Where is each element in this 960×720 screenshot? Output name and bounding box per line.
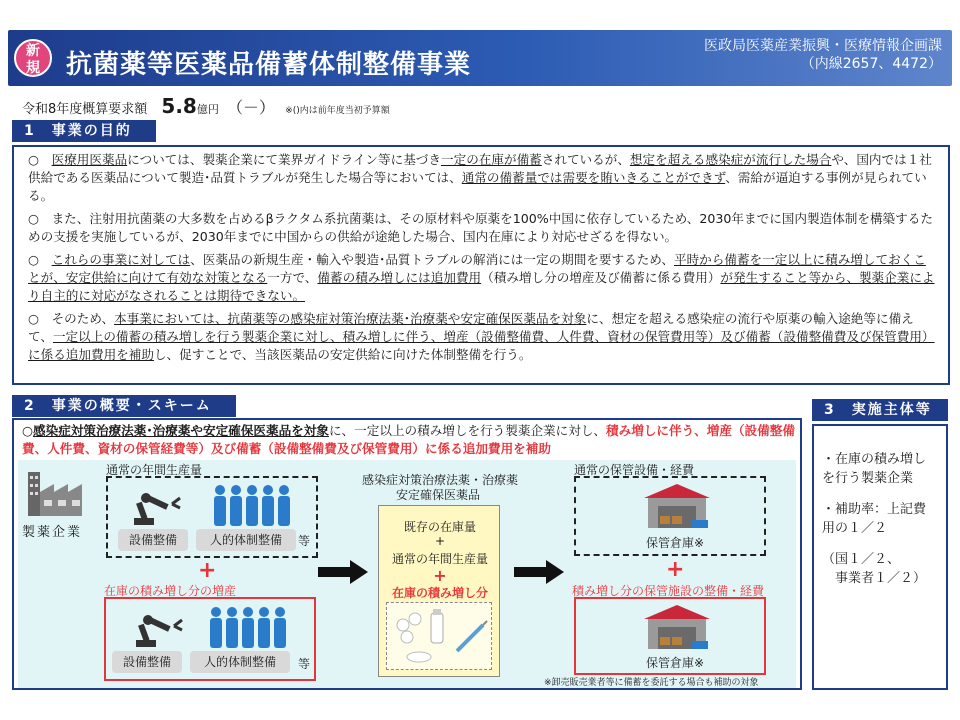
badge-char-2: 規 (26, 60, 40, 76)
text-span: 通常の備蓄量では需要を賄いきることができず (461, 170, 726, 185)
warehouse-icon (640, 603, 714, 651)
purpose-paragraph-1 (28, 151, 938, 205)
budget-line (22, 94, 390, 118)
bullet: ○ (28, 252, 52, 267)
people-group-icon (206, 604, 298, 650)
stock-plus-red: + (433, 566, 447, 585)
equipment-label: 設備整備 (118, 529, 188, 551)
budget-previous: （－） (227, 98, 276, 117)
extra-production-label: 在庫の積み増し分の増産 (104, 584, 237, 598)
page-title: 抗菌薬等医薬品備蓄体制整備事業 (66, 50, 472, 80)
etc-label: 等 (298, 657, 311, 671)
implementer-line-3: ・補助率：上記費 (822, 502, 927, 517)
text-span: に、一定以上の積み増しを行う製薬企業に対し、 (328, 423, 607, 438)
text-span: 、医薬品の新規生産・輸入や製造･品質トラブルの解消には一定の期間を要するため、 (190, 252, 674, 267)
text-span: 平時から備蓄を一定以上に積み増しておくことが、安定供給に向けて有効な対策となる (28, 252, 926, 285)
factory-icon (24, 466, 86, 518)
stock-plus: + (434, 534, 446, 548)
text-span: 想定を超える感染症が流行した場合 (629, 152, 832, 167)
spacer (822, 488, 940, 500)
text-span: 本事業においては、抗菌薬等の感染症対策治療法薬･治療薬や安定確保医薬品を対象 (114, 311, 587, 326)
text-span: 一定以上の備蓄の積み増しを行う製薬企業に対し、積み増しに伴う、増産（設備整備費、人件費、資材の保管費用等）及び備蓄（設備整備費及び保管費用）に係る追加費用を補助 (28, 329, 935, 362)
bullet: ○ (28, 152, 52, 167)
new-badge (14, 39, 52, 77)
arrow-right-icon (318, 560, 368, 584)
text-span: されているが、 (541, 152, 630, 167)
text-span: 一方で、 (267, 270, 318, 285)
bullet: ○ そのため、 (28, 311, 115, 326)
text-span: 一定の在庫が備蓄 (441, 152, 542, 167)
budget-note: ※()内は前年度当初予算額 (285, 106, 390, 116)
plus-sign: + (198, 558, 217, 583)
stock-existing: 既存の在庫量 (403, 520, 476, 534)
plus-sign: + (666, 557, 685, 582)
implementer-line-5: （国１／２、 (822, 552, 901, 567)
people-group-icon (210, 482, 302, 528)
budget-label: 令和8年度概算要求額 (22, 102, 148, 117)
spacer (822, 538, 940, 550)
normal-storage-label: 通常の保管設備・経費 (574, 463, 695, 477)
department-name: 医政局医薬産業振興・医療情報企画課 (704, 38, 942, 54)
bullet: ○ (22, 423, 33, 438)
medicine-vials-icon (387, 603, 491, 669)
warehouse-icon (640, 482, 714, 530)
text-span: が発生すること等から、製薬企業により自主的に対応がなされることは期待できない。 (28, 270, 935, 303)
text-span: 感染症対策治療法薬･治療薬や安定確保医薬品を対象 (33, 423, 329, 438)
warehouse-label: 保管倉庫※ (646, 656, 705, 670)
target-drugs-label-2: 安定確保医薬品 (395, 488, 480, 502)
section-scheme-label: 2 事業の概要・スキーム (12, 395, 236, 417)
text-span: 医療用医薬品 (51, 152, 128, 167)
robot-arm-icon (130, 606, 188, 648)
stock-normal: 通常の年間生産量 (391, 552, 488, 566)
robot-arm-icon (128, 484, 186, 526)
text-span: については、製薬企業にて業界ガイドライン等に基づき (127, 152, 441, 167)
department-extension: （内線2657、4472） (800, 56, 942, 72)
budget-unit: 億円 (196, 103, 219, 116)
implementer-line-1: ・在庫の積み増し (822, 452, 927, 467)
normal-production-label: 通常の年間生産量 (106, 463, 203, 477)
etc-label: 等 (298, 534, 311, 548)
extra-storage-label: 積み増し分の保管施設の整備・経費 (572, 584, 765, 598)
section-purpose-label: 1 事業の目的 (12, 120, 156, 142)
implementer-line-2: を行う製薬企業 (822, 471, 914, 486)
text-span: （積み増し分の増産及び備蓄に係る費用） (481, 270, 721, 285)
badge-char-1: 新 (26, 43, 40, 59)
arrow-right-icon (514, 560, 564, 584)
equipment-label: 設備整備 (112, 651, 182, 673)
text-span: し、促すことで、当該医薬品の安定供給に向けた体制整備を行う。 (153, 347, 532, 362)
section-implementer-label: 3 実施主体等 (812, 399, 948, 421)
text-span: 備蓄の積み増しには追加費用 (317, 270, 482, 285)
footnote: ※卸売販売業者等に備蓄を委託する場合も補助の対象 (544, 678, 759, 688)
stock-extra: 在庫の積み増し分 (391, 586, 488, 600)
purpose-paragraph-2: ○ また、注射用抗菌薬の大多数を占めるβラクタム系抗菌薬は、その原材料や原薬を100%中国に依存しているため、2030年までに国内製造体制を構築するための支援を実施しているが、2030年までに中国からの供給が途絶した場合、国内在庫により対応せざるを得ない。 (28, 211, 933, 244)
implementer-box (812, 424, 948, 690)
purpose-paragraph-3 (28, 251, 938, 305)
scheme-lead (22, 422, 797, 458)
department (704, 37, 942, 73)
text-span: に、想定を超える感染症の流行や原薬の輸入途絶等に備えて、 (28, 311, 914, 344)
purpose-box (12, 145, 950, 385)
personnel-label: 人的体制整備 (196, 529, 296, 551)
text-span: 、需給が逼迫する事例が見られている。 (28, 170, 927, 203)
warehouse-label: 保管倉庫※ (646, 536, 705, 550)
purpose-paragraph-4 (28, 310, 938, 364)
implementer-line-6: 事業者１／２） (822, 571, 927, 586)
medicine-illustration (386, 602, 492, 670)
target-drugs-label-1: 感染症対策治療法薬・治療薬 (362, 473, 519, 487)
implementer-line-4: 用の１／２ (822, 521, 888, 536)
text-span: これらの事業に対しては (51, 252, 191, 267)
budget-amount: 5.8 (161, 94, 197, 118)
personnel-label: 人的体制整備 (190, 651, 290, 673)
text-span: や、国内では１社供給である医薬品について製造･品質トラブルが発生した場合等においては、 (28, 152, 932, 185)
company-label: 製薬企業 (22, 525, 83, 540)
text-span: 積み増しに伴う、増産（設備整備費、人件費、資材の保管経費等）及び備蓄（設備整備費及び保管費用）に係る追加費用を補助 (22, 423, 795, 456)
